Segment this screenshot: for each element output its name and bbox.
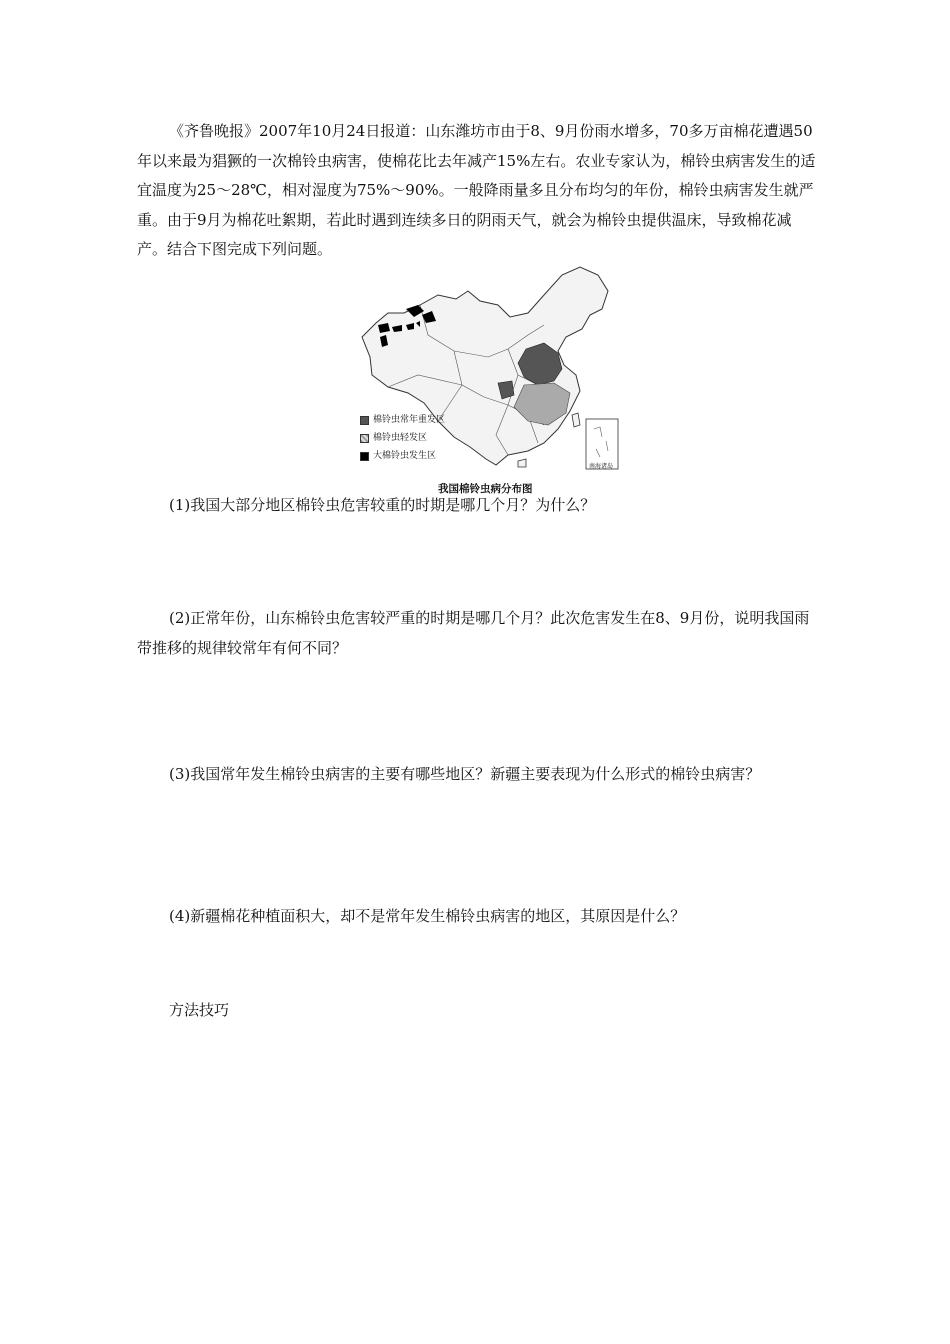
- question-2-text: (2)正常年份，山东棉铃虫危害较严重的时期是哪几个月？此次危害发生在8、9月份，说明我国雨带推移的规律较常年有何不同？: [137, 609, 810, 657]
- figure-caption: 我国棉铃虫病分布图: [438, 483, 533, 495]
- question-4-text: (4)新疆棉花种植面积大，却不是常年发生棉铃虫病害的地区，其原因是什么？: [169, 907, 686, 925]
- legend-item-heavy: [360, 411, 445, 429]
- legend-label-heavy: 棉铃虫常年重发区: [373, 415, 446, 425]
- question-4: [137, 902, 817, 932]
- legend-swatch-big: [360, 452, 369, 461]
- map-legend: [360, 411, 445, 465]
- intro-text: 《齐鲁晚报》2007年10月24日报道：山东潍坊市由于8、9月份雨水增多，70多万亩棉花遭遇50年以来最为猖獗的一次棉铃虫病害，使棉花比去年减产15%左右。农业专家认为，棉铃虫病害发生的适宜温度为25～28℃，相对湿度为75%～90%。一般降雨量多且分布均匀的年份，棉铃虫病害发生就严重。由于9月为棉花吐絮期，若此时遇到连续多日的阴雨天气，就会为棉铃虫提供温床，导致棉花减产。结合下图完成下列问题。: [137, 122, 816, 258]
- question-1-text: (1)我国大部分地区棉铃虫危害较重的时期是哪几个月？为什么？: [169, 496, 596, 514]
- intro-paragraph: [137, 117, 817, 265]
- legend-item-big: [360, 447, 445, 465]
- method-heading-text: 方法技巧: [169, 1001, 230, 1019]
- inset-label: 南海诸岛: [589, 463, 614, 470]
- map-figure: [358, 265, 638, 495]
- legend-swatch-heavy: [360, 416, 369, 425]
- legend-label-big: 大棉铃虫发生区: [373, 451, 437, 461]
- question-3-text: (3)我国常年发生棉铃虫病害的主要有哪些地区？新疆主要表现为什么形式的棉铃虫病害？: [169, 765, 761, 783]
- legend-swatch-light: [360, 434, 369, 443]
- question-2: [137, 604, 817, 663]
- legend-label-light: 棉铃虫轻发区: [373, 433, 428, 443]
- question-1: [137, 491, 817, 521]
- legend-item-light: [360, 429, 445, 447]
- method-heading: [137, 996, 817, 1026]
- question-3: [137, 760, 817, 790]
